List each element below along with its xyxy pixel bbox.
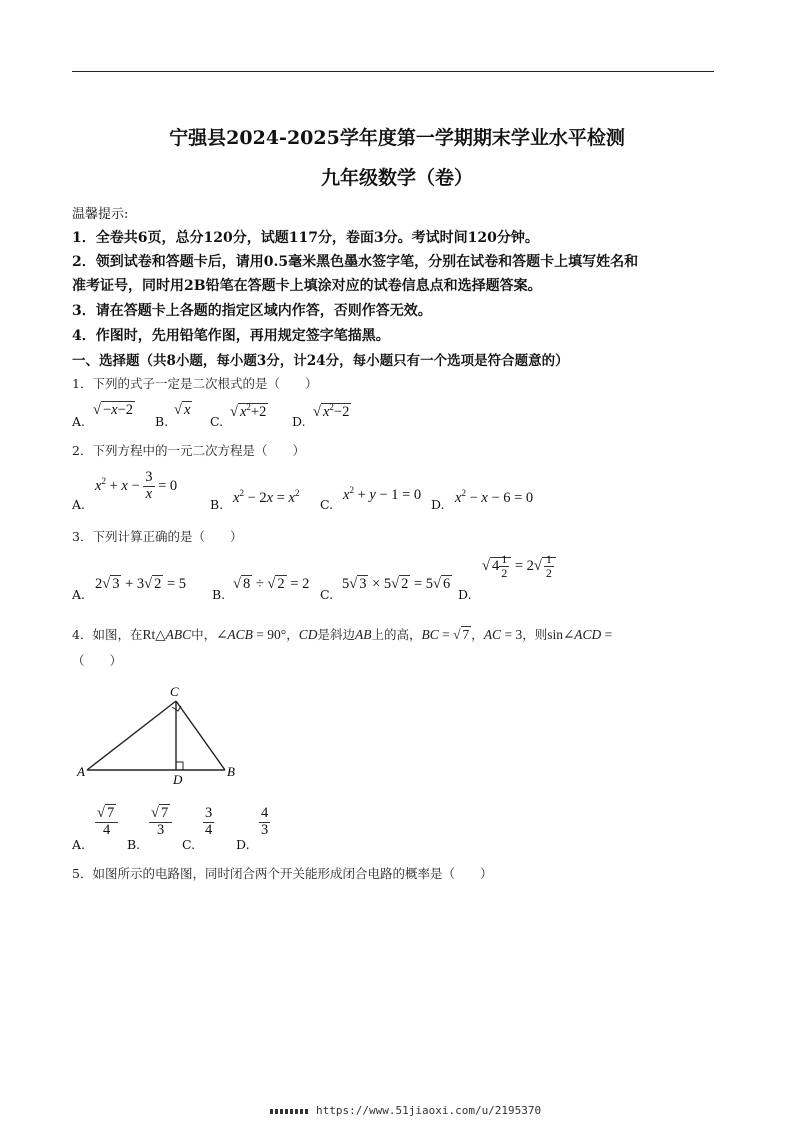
vertex-label-a: A	[77, 764, 85, 779]
q3-option-b[interactable]: √ 8 ÷ √ 2 = 2	[233, 576, 310, 592]
q4-label-c: C.	[182, 837, 196, 852]
section-heading: 一、选择题（共8小题，每小题3分，计24分，每小题只有一个选项是符合题意的）	[72, 353, 569, 369]
footer-logo-mark	[270, 1109, 310, 1114]
q2-option-a[interactable]: $x^2 + x$ − $\frac{3}{x}$ = 0	[95, 469, 178, 502]
q5-stem: 5．如图所示的电路图，同时闭合两个开关能形成闭合电路的概率是（ ）	[72, 866, 493, 881]
q2-label-c: C.	[320, 497, 334, 512]
vertex-label-d: D	[173, 772, 183, 787]
notice-item-2-cont: 准考证号，同时用2B铅笔在答题卡上填涂对应的试卷信息点和选择题答案。	[72, 278, 542, 294]
q4-option-b[interactable]: $\frac{√ 7}{3}$	[149, 806, 172, 839]
q2-label-d: D.	[431, 497, 445, 512]
q1-label-c: C.	[210, 414, 224, 429]
exam-title: 宁强县2024-2025学年度第一学期期末学业水平检测	[169, 127, 625, 149]
q4-option-d[interactable]: $\frac{4}{3}$	[261, 805, 269, 838]
notice-label: 温馨提示:	[72, 207, 129, 222]
q3-label-c: C.	[320, 587, 334, 602]
q2-option-c[interactable]: $x^2 + y - 1 = 0$	[343, 485, 422, 503]
q4-option-a[interactable]: $\frac{√ 7}{4}$	[95, 806, 118, 839]
q3-option-c[interactable]: 5√ 3 × 5√ 2 = 5√ 6	[342, 576, 451, 592]
footer-url: https://www.51jiaoxi.com/u/2195370	[316, 1104, 542, 1117]
q3-label-a: A.	[72, 587, 86, 602]
q3-label-d: D.	[458, 587, 472, 602]
notice-item-2: 2．领到试卷和答题卡后，请用0.5毫米黑色墨水签字笔，分别在试卷和答题卡上填写姓名和	[72, 254, 639, 270]
q2-label-b: B.	[210, 497, 224, 512]
q2-label-a: A.	[72, 497, 86, 512]
q1-option-d[interactable]: √ $x^2-2$	[313, 402, 350, 420]
q3-stem: 3．下列计算正确的是（ ）	[72, 529, 243, 544]
q1-option-b[interactable]: √ x	[174, 402, 191, 418]
q4-label-a: A.	[72, 837, 86, 852]
q1-option-a[interactable]: √ −x−2	[93, 402, 134, 418]
q1-option-c[interactable]: √ $x^2+2$	[230, 402, 267, 420]
q2-option-d[interactable]: $x^2 - x - 6 = 0$	[455, 488, 534, 506]
notice-item-1: 1．全卷共6页，总分120分，试题117分，卷面3分。考试时间120分钟。	[72, 230, 539, 246]
q4-stem: 4．如图，在Rt△ABC中，∠ACB = 90°，CD是斜边AB上的高，BC = √ 7 ，AC = 3，则sin∠ACD =	[72, 627, 613, 642]
q4-option-c[interactable]: $\frac{3}{4}$	[205, 805, 213, 838]
footer-watermark	[270, 1104, 541, 1117]
notice-item-4: 4．作图时，先用铅笔作图，再用规定签字笔描黑。	[72, 328, 390, 344]
q1-stem: 1．下列的式子一定是二次根式的是（ ）	[72, 376, 318, 391]
q1-label-d: D.	[292, 414, 306, 429]
q4-triangle-figure	[72, 682, 252, 787]
q2-option-b[interactable]: $x^2 - 2x = x^2$	[233, 488, 300, 506]
q4-label-d: D.	[236, 837, 250, 852]
q3-label-b: B.	[212, 587, 226, 602]
q4-label-b: B.	[127, 837, 141, 852]
side-ac	[87, 701, 176, 770]
q3-option-a[interactable]: 2√ 3 + 3√ 2 = 5	[95, 576, 187, 592]
q3-option-d[interactable]: √ 4 $\frac{1}{2}$ = 2√ $\frac{1}{2}$	[482, 553, 556, 580]
vertex-label-c: C	[170, 684, 179, 699]
q1-label-a: A.	[72, 414, 86, 429]
exam-subtitle: 九年级数学（卷）	[320, 167, 473, 189]
q4-stem-end: （ ）	[72, 653, 123, 668]
q2-stem: 2．下列方程中的一元二次方程是（ ）	[72, 443, 305, 458]
side-bc	[176, 701, 225, 770]
q1-label-b: B.	[155, 414, 169, 429]
top-rule	[72, 71, 714, 72]
right-angle-mark-d	[176, 762, 183, 770]
notice-item-3: 3．请在答题卡上各题的指定区域内作答，否则作答无效。	[72, 303, 432, 319]
vertex-label-b: B	[227, 764, 235, 779]
